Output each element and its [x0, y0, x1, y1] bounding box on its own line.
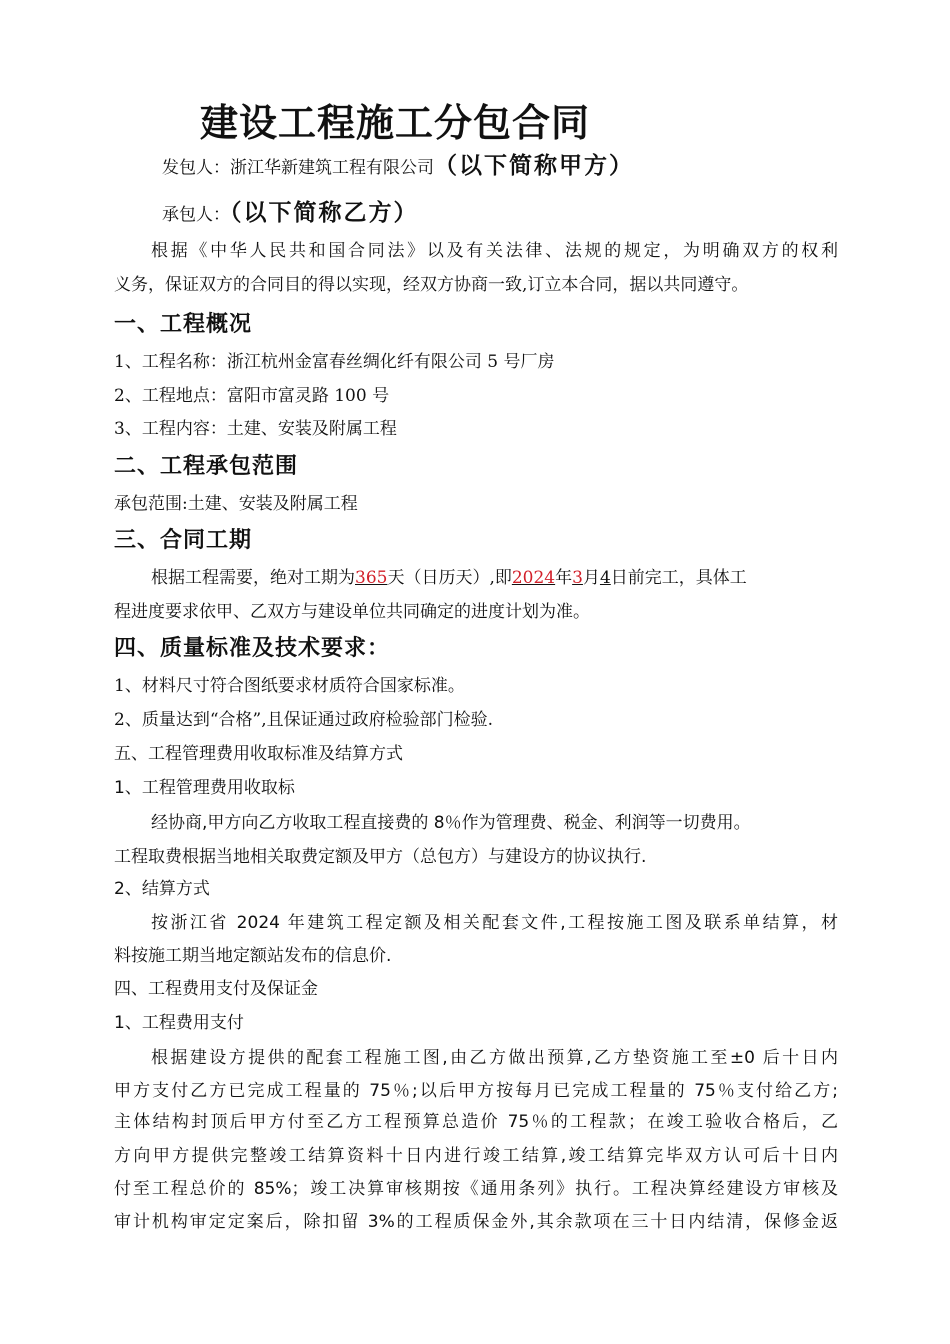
s3-line-1: [151, 563, 838, 588]
s6-line-6: 审计机构审定定案后，除扣留 3%的工程质保金外,其余款项在三十日内结清，保修金返: [114, 1212, 838, 1232]
s2-text: 承包范围:土建、安装及附属工程: [114, 494, 358, 514]
s5-p2-line-2: 料按施工期当地定额站发布的信息价.: [114, 946, 392, 966]
section-4-heading: 四、质量标准及技术要求：: [114, 636, 391, 661]
s1-item-1: 1、工程名称：浙江杭州金富春丝绸化纤有限公司 5 号厂房: [114, 352, 555, 372]
s5-p1-line-1: 经协商,甲方向乙方收取工程直接费的 8％作为管理费、税金、利润等一切费用。: [151, 813, 751, 833]
party-a-label: 发包人：: [162, 158, 230, 178]
section-6-heading: 四、工程费用支付及保证金: [114, 979, 318, 999]
section-2-heading: 二、工程承包范围: [114, 454, 299, 479]
party-a-note: （以下简称甲方）: [434, 152, 634, 179]
s5-p2-line-1: 按浙江省 2024 年建筑工程定额及相关配套文件,工程按施工图及联系单结算，材: [151, 913, 838, 933]
completion-day: 4: [599, 568, 611, 588]
party-b-line: [162, 194, 419, 227]
party-a-line: [162, 147, 634, 180]
s3-text-a: 根据工程需要，绝对工期为: [151, 568, 355, 588]
intro-line-1: 根据《中华人民共和国合同法》以及有关法律、法规的规定，为明确双方的权利: [151, 241, 838, 261]
s3-text-b: 天（日历天）,即: [387, 568, 512, 588]
s1-item-2: 2、工程地点：富阳市富灵路 100 号: [114, 386, 390, 406]
s6-line-1: 根据建设方提供的配套工程施工图,由乙方做出预算,乙方垫资施工至±0 后十日内: [151, 1048, 838, 1068]
s5-sub-2: 2、结算方式: [114, 879, 210, 899]
s6-line-4: 方向甲方提供完整竣工结算资料十日内进行竣工结算,竣工结算完毕双方认可后十日内: [114, 1146, 838, 1166]
duration-days: 365: [355, 568, 388, 588]
party-b-note: （以下简称乙方）: [230, 199, 419, 226]
s6-line-5: 付至工程总价的 85%；竣工决算审核期按《通用条列》执行。工程决算经建设方审核及: [114, 1179, 838, 1199]
s3-line-2: 程进度要求依甲、乙双方与建设单位共同确定的进度计划为准。: [114, 602, 590, 622]
s6-sub-1: 1、工程费用支付: [114, 1013, 244, 1033]
intro-line-2: 义务，保证双方的合同目的得以实现，经双方协商一致,订立本合同，据以共同遵守。: [114, 275, 749, 295]
s5-p1-line-2: 工程取费根据当地相关取费定额及甲方（总包方）与建设方的协议执行.: [114, 847, 647, 867]
s3-text-d: 月: [582, 568, 600, 588]
s3-text-e: 日前完工，具体工: [610, 568, 747, 588]
s3-text-c: 年: [555, 568, 573, 588]
section-1-heading: 一、工程概况: [114, 312, 253, 337]
s4-item-2: 2、质量达到“合格”,且保证通过政府检验部门检验.: [114, 710, 494, 730]
section-3-heading: 三、合同工期: [114, 528, 253, 553]
document-title: 建设工程施工分包合同: [200, 100, 591, 145]
s4-item-1: 1、材料尺寸符合图纸要求材质符合国家标准。: [114, 676, 465, 696]
party-b-label: 承包人：: [162, 205, 230, 225]
completion-month: 3: [572, 568, 583, 588]
section-5-heading: 五、工程管理费用收取标准及结算方式: [114, 744, 403, 764]
s6-line-2: 甲方支付乙方已完成工程量的 75％;以后甲方按每月已完成工程量的 75％支付给乙方;: [114, 1081, 838, 1101]
party-a-name: 浙江华新建筑工程有限公司: [230, 158, 434, 178]
completion-year: 2024: [511, 568, 556, 588]
s1-item-3: 3、工程内容：土建、安装及附属工程: [114, 419, 397, 439]
s6-line-3: 主体结构封顶后甲方付至乙方工程预算总造价 75％的工程款；在竣工验收合格后，乙: [114, 1112, 838, 1132]
s5-sub-1: 1、工程管理费用收取标: [114, 778, 295, 798]
